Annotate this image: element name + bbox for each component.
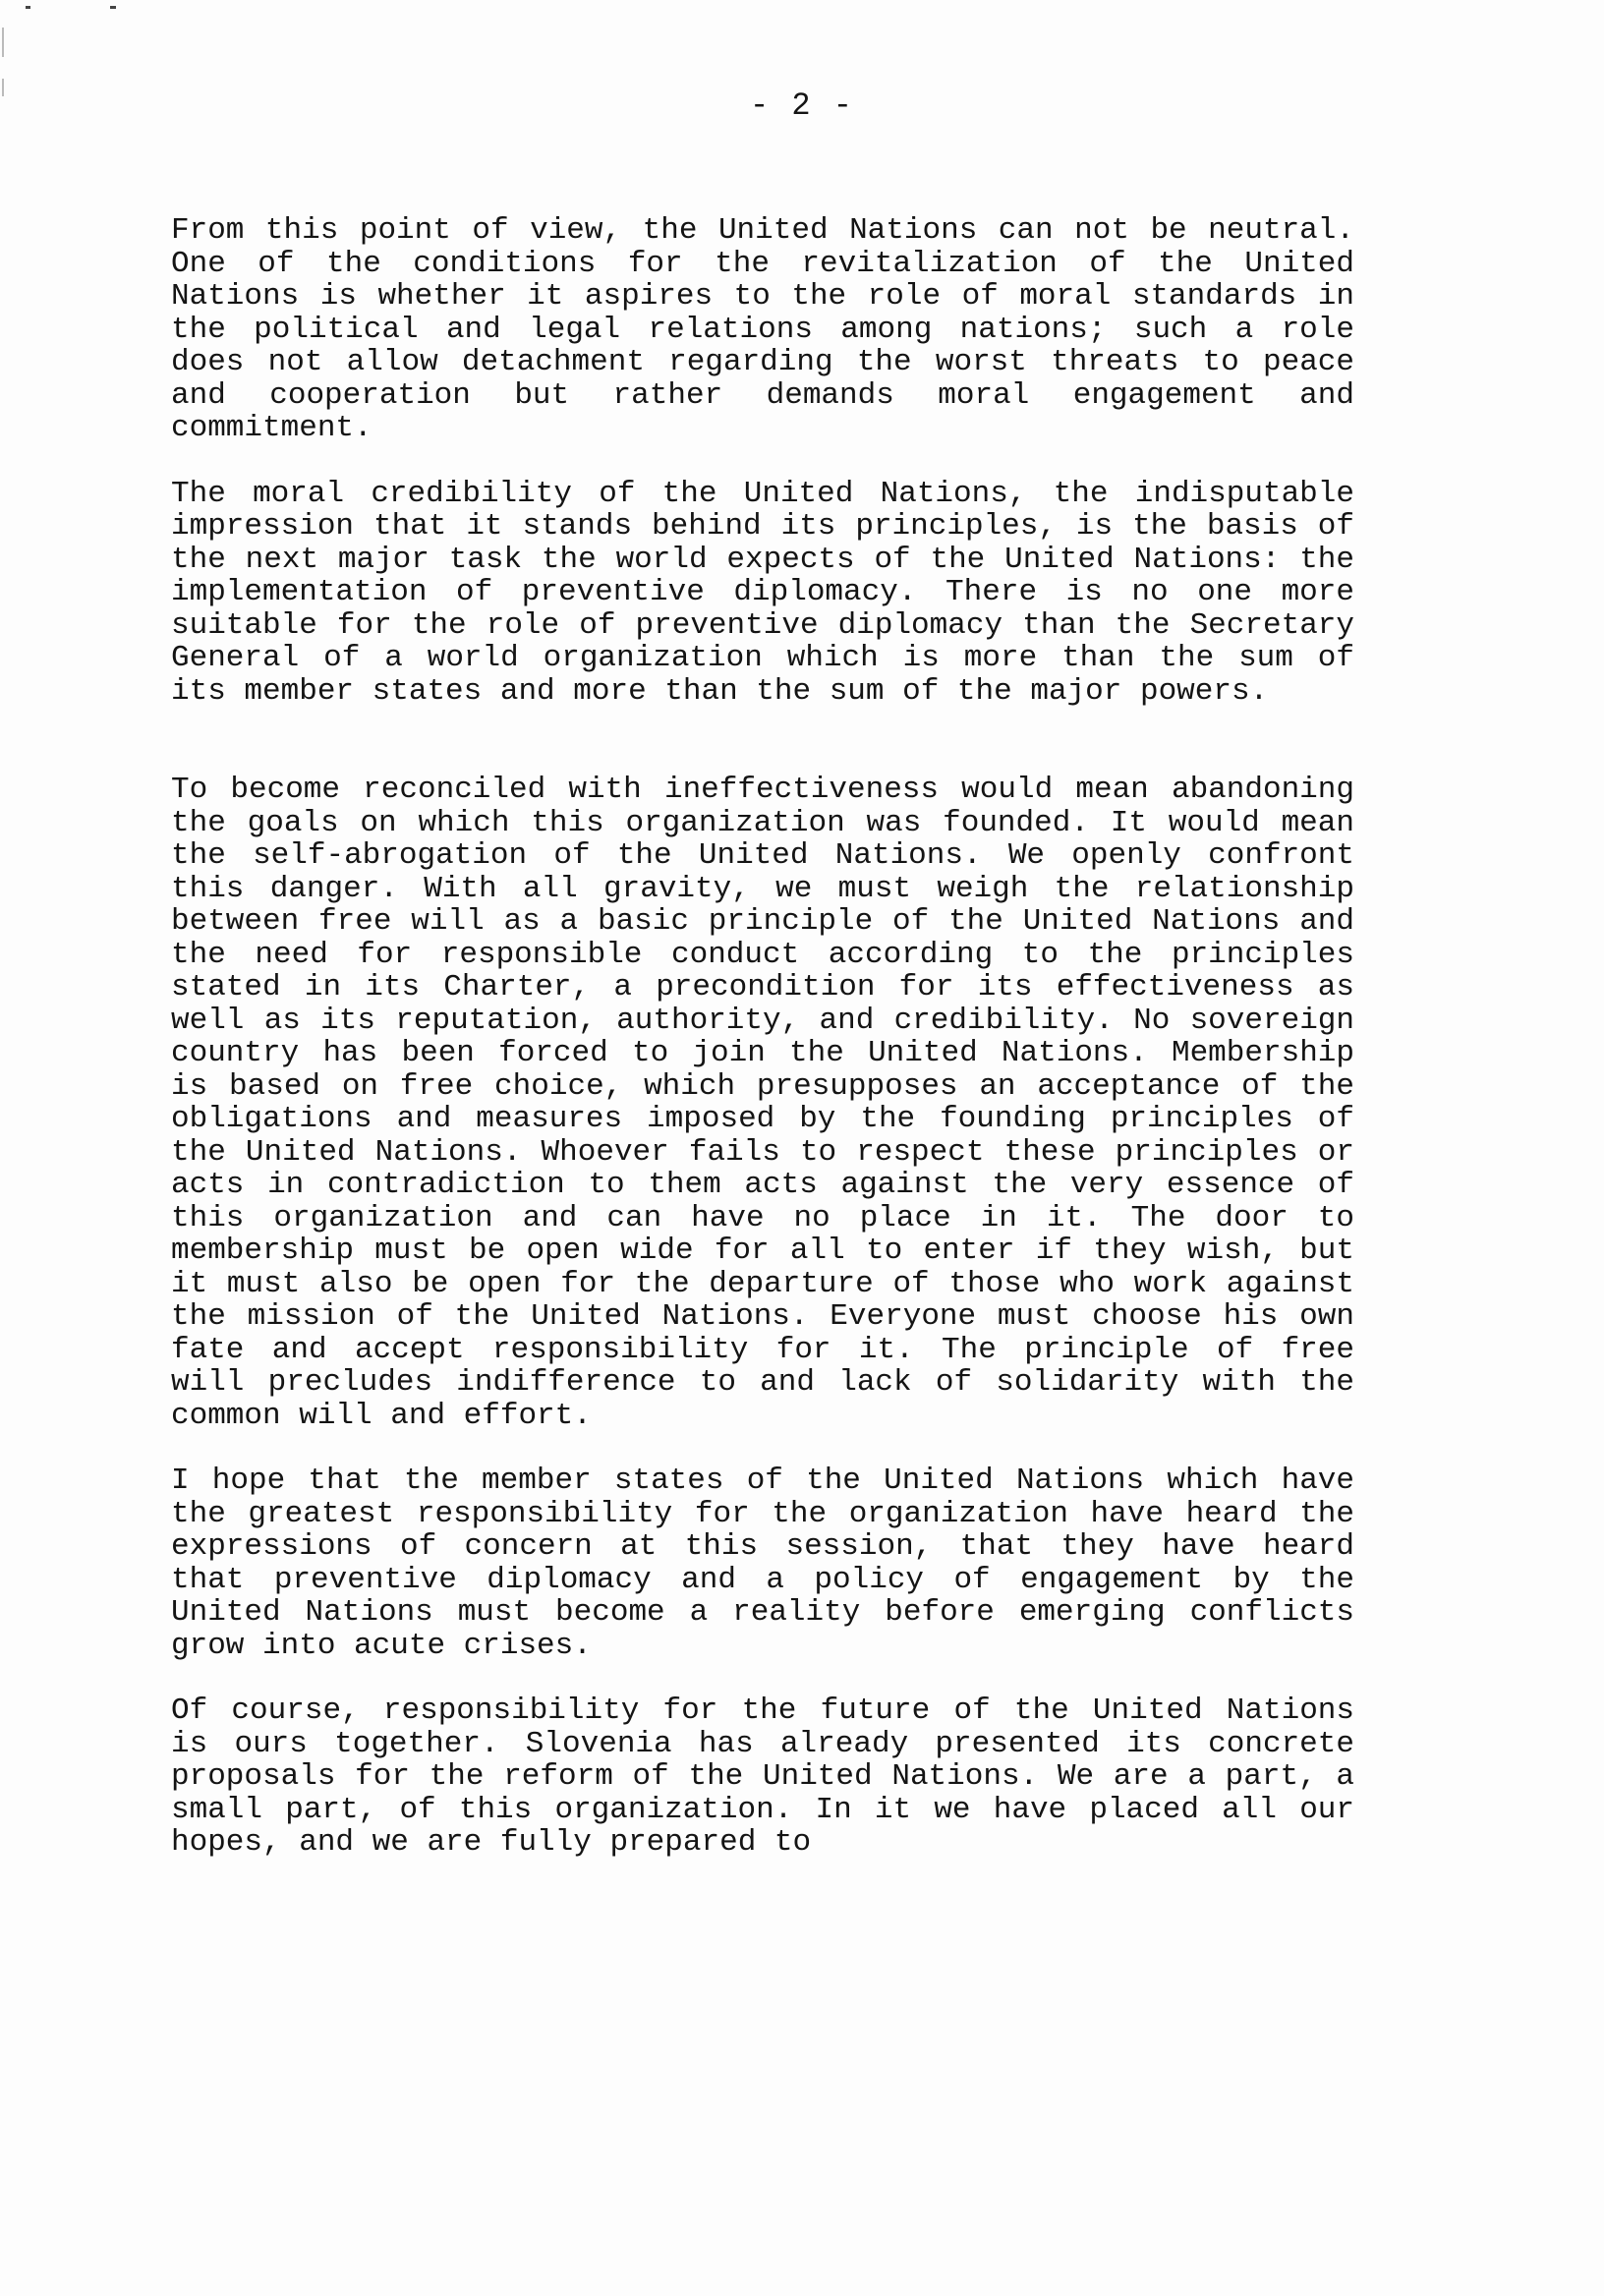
page-number: - 2 - [749, 87, 854, 124]
paragraph-ineffectiveness: To become reconciled with ineffectiveness would mean abandoning the goals on which this organization was founded. It would mean the self-abrogation of the United Nations. We openly confront this danger. With all gravity, we must weigh the relationship between free will as a basic principle of the United Nations and the need for responsible conduct according to the principles stated in its Charter, a precondition for its effectiveness as well as its reputation, authority, and credibility. No sovereign country has been forced to join the United Nations. Membership is based on free choice, which presupposes an acceptance of the obligations and measures imposed by the founding principles of the United Nations. Whoever fails to respect these principles or acts in contradiction to them acts against the very essence of this organization and can have no place in it. The door to membership must be open wide for all to enter if they wish, but it must also be open for the departure of those who work against the mission of the United Nations. Everyone must choose his own fate and accept responsibility for it. The principle of free will precludes indifference to and lack of solidarity with the common will and effort. [171, 773, 1354, 1433]
paragraph-preventive-diplomacy: The moral credibility of the United Nations, the indisputable impression that it stands behind its principles, is the basis of the next major task the world expects of the United Nations: the implementation of preventive diplomacy. There is no one more suitable for the role of preventive diplomacy than the Secretary General of a world organization which is more than the sum of its member states and more than the sum of the major powers. [171, 476, 1354, 709]
paragraph-member-states: I hope that the member states of the United Nations which have the greatest responsibility for the organization have heard the expressions of concern at this session, that they have heard that preventive diplomacy and a policy of engagement by the United Nations must become a reality before emerging conflicts grow into acute crises. [171, 1464, 1354, 1663]
document-body [171, 214, 1354, 1860]
paragraph-responsibility: Of course, responsibility for the future of the United Nations is ours together. Slovenia has already presented its concrete proposals for the reform of the United Nations. We are a part, a small part, of this organization. In it we have placed all our hopes, and we are fully prepared to [171, 1693, 1354, 1860]
paragraph-moral-standards: From this point of view, the United Nations can not be neutral. One of the conditions for the revitalization of the United Nations is whether it aspires to the role of moral standards in the political and legal relations among nations; such a role does not allow detachment regarding the worst threats to peace and cooperation but rather demands moral engagement and commitment. [171, 213, 1354, 445]
scan-artifact [2, 28, 4, 57]
scan-artifact [26, 6, 30, 9]
scan-artifact [110, 6, 116, 9]
